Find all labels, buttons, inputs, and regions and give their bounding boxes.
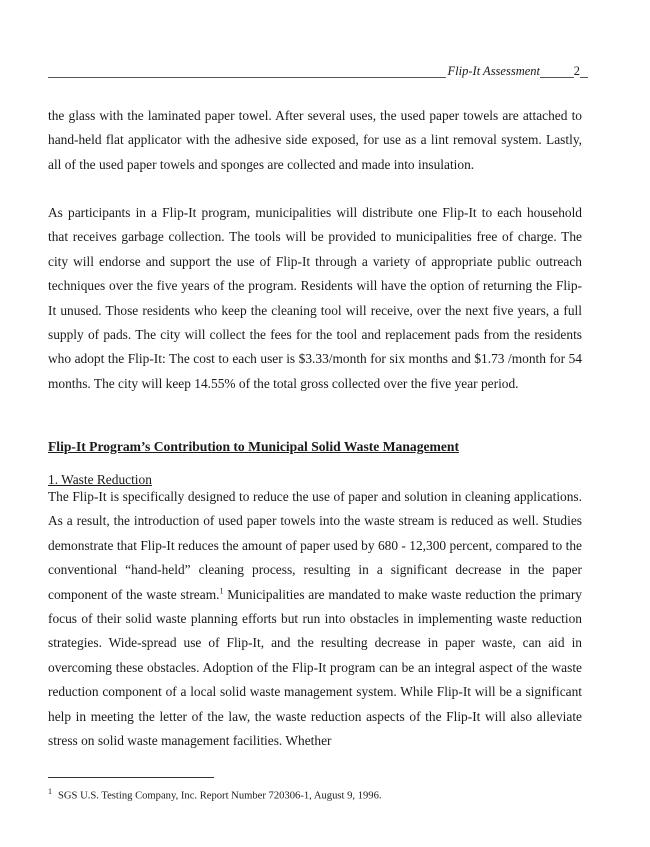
paragraph-2: As participants in a Flip-It program, municipalities will distribute one Flip-It to each household that receives garbage collection. The tools will be provided to municipalities free of charge. The city will endorse and support the use of Flip-It through a variety of appropriate public outreach techniques over the five years of the program. Residents will have the option of returning the Flip-It unused. Those residents who keep the cleaning tool will receive, over the next five years, a full supply of pads. The city will collect the fees for the tool and replacement pads from the residents who adopt the Flip-It: The cost to each user is $3.33/month for six months and $1.73 /month for 54 months. The city will keep 14.55% of the total gross collected over the five year period. (48, 205, 582, 391)
footnote-reference: 1 (219, 586, 224, 596)
footnote (48, 785, 382, 804)
footnote-mark: 1 (48, 787, 52, 796)
paragraph-3-text-a: The Flip-It is specifically designed to reduce the use of paper and solution in cleaning applications. As a result, the introduction of used paper towels into the waste stream is reduced as well. Studies demonstrate that Flip-It reduces the amount of paper used by 680 - 12,300 percent, compared to the conventional “hand-held” cleaning process, resulting in a significant decrease in the paper component of the waste stream. (48, 489, 582, 602)
footnote-text: SGS U.S. Testing Company, Inc. Report Number 720306-1, August 9, 1996. (58, 790, 382, 802)
subsection-heading: 1. Waste Reduction (48, 472, 152, 487)
paragraph-1: the glass with the laminated paper towel. After several uses, the used paper towels are attached to hand-held flat applicator with the adhesive side exposed, for use as a lint removal system. Lastly, all of the used paper towels and sponges are collected and made into insulation. (48, 108, 582, 172)
footnote-rule (48, 777, 214, 778)
section-heading: Flip-It Program’s Contribution to Municipal Solid Waste Management (48, 439, 459, 454)
paragraph-3-text-b: Municipalities are mandated to make waste reduction the primary focus of their solid waste planning efforts but run into obstacles in implementing waste reduction strategies. Wide-spread use of Flip-It, and the resulting decrease in paper waste, can aid in overcoming these obstacles. Adoption of the Flip-It program can be an integral aspect of the waste reduction component of a local solid waste management system. While Flip-It will be a significant help in meeting the letter of the law, the waste reduction aspects of the Flip-It will also alleviate stress on solid waste management facilities. Whether (48, 586, 582, 749)
header-title: Flip-It Assessment (447, 64, 540, 78)
page-number: 2 (573, 64, 580, 78)
running-header (48, 64, 588, 80)
paragraph-3 (48, 485, 582, 753)
